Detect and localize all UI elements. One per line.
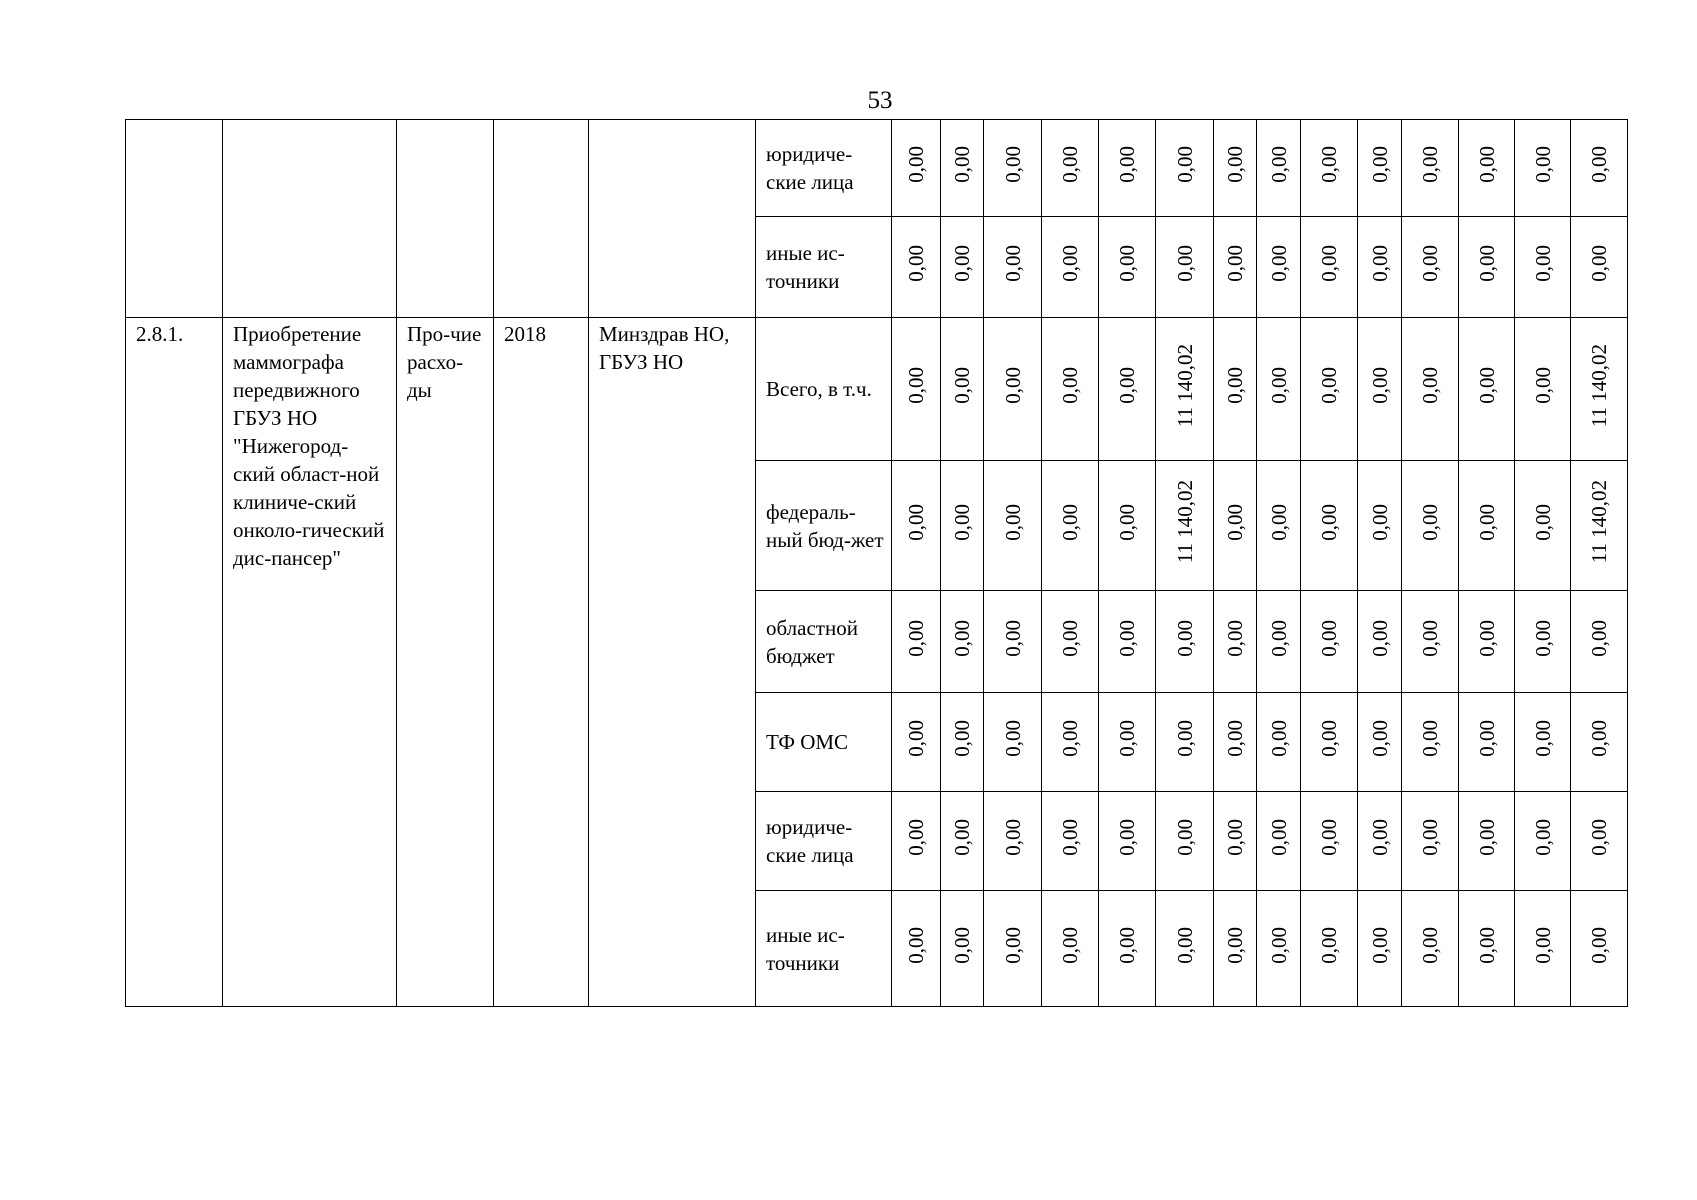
amount-cell — [1214, 891, 1257, 1007]
item-row — [126, 318, 1628, 461]
amount-cell — [1571, 591, 1628, 693]
amount-cell — [1515, 891, 1571, 1007]
funding-source-cell: иные ис-точники — [756, 217, 892, 318]
amount-cell — [1214, 461, 1257, 591]
amount-cell — [984, 891, 1042, 1007]
amount-cell — [1358, 891, 1402, 1007]
amount-cell — [1571, 891, 1628, 1007]
amount-value: 0,00 — [1418, 720, 1442, 757]
amount-value: 0,00 — [1266, 819, 1291, 856]
amount-cell — [1156, 318, 1214, 461]
amount-value: 0,00 — [1058, 367, 1082, 404]
amount-cell — [1402, 792, 1459, 891]
amount-value: 0,00 — [1266, 503, 1291, 541]
amount-cell — [1515, 693, 1571, 792]
amount-value: 0,00 — [1266, 146, 1291, 183]
amount-cell — [941, 217, 984, 318]
amount-cell — [941, 461, 984, 591]
amount-value: 0,00 — [1172, 819, 1197, 856]
amount-cell — [1402, 217, 1459, 318]
amount-cell — [1402, 461, 1459, 591]
amount-value: 0,00 — [1587, 720, 1611, 757]
amount-cell — [1402, 693, 1459, 792]
amount-cell — [1099, 891, 1156, 1007]
amount-cell — [892, 120, 941, 217]
amount-cell — [1571, 120, 1628, 217]
amount-cell — [1301, 891, 1358, 1007]
amount-cell — [1156, 891, 1214, 1007]
amount-cell — [1301, 591, 1358, 693]
amount-value: 0,00 — [1317, 146, 1341, 183]
amount-cell — [1214, 318, 1257, 461]
amount-cell — [1156, 693, 1214, 792]
number-cell-empty — [126, 120, 223, 318]
amount-value: 0,00 — [1266, 367, 1291, 404]
amount-cell — [1515, 217, 1571, 318]
amount-cell — [984, 792, 1042, 891]
amount-cell — [1301, 693, 1358, 792]
amount-cell — [984, 120, 1042, 217]
amount-value: 0,00 — [950, 503, 974, 541]
amount-cell — [1358, 217, 1402, 318]
amount-cell — [1099, 461, 1156, 591]
amount-value: 0,00 — [1418, 503, 1442, 541]
amount-cell — [1515, 792, 1571, 891]
funding-source-cell: иные ис-точники — [756, 891, 892, 1007]
amount-cell — [941, 120, 984, 217]
amount-value: 0,00 — [1000, 720, 1025, 757]
amount-cell — [1358, 792, 1402, 891]
amount-value: 0,00 — [1474, 245, 1499, 282]
amount-cell — [1214, 217, 1257, 318]
amount-value: 11 140,02 — [1172, 343, 1197, 428]
amount-value: 0,00 — [1530, 720, 1555, 757]
amount-cell — [1358, 120, 1402, 217]
amount-value: 0,00 — [1058, 146, 1082, 183]
amount-value: 0,00 — [1367, 619, 1392, 657]
amount-cell — [1571, 318, 1628, 461]
amount-value: 0,00 — [950, 819, 974, 856]
amount-cell — [1459, 591, 1515, 693]
amount-cell — [1214, 693, 1257, 792]
expense-type-cell-empty — [397, 120, 494, 318]
amount-value: 0,00 — [1530, 619, 1555, 657]
amount-cell — [1358, 318, 1402, 461]
amount-value: 0,00 — [1418, 367, 1442, 404]
amount-value: 0,00 — [1223, 146, 1247, 183]
table-body — [126, 120, 1628, 1007]
amount-cell — [1042, 891, 1099, 1007]
amount-cell — [1257, 120, 1301, 217]
amount-cell — [1402, 891, 1459, 1007]
amount-value: 0,00 — [1058, 819, 1082, 856]
year-cell-empty — [494, 120, 589, 318]
amount-value: 0,00 — [1530, 146, 1555, 183]
amount-cell — [1156, 120, 1214, 217]
amount-value: 0,00 — [1172, 245, 1197, 282]
amount-value: 0,00 — [1000, 619, 1025, 657]
expense-type-cell: Про-чие расхо-ды — [397, 318, 494, 1007]
amount-cell — [1459, 217, 1515, 318]
amount-cell — [1099, 318, 1156, 461]
amount-value: 0,00 — [904, 146, 928, 183]
amount-value: 0,00 — [1115, 619, 1139, 657]
amount-value: 0,00 — [1000, 503, 1025, 541]
amount-cell — [1301, 318, 1358, 461]
amount-cell — [1571, 693, 1628, 792]
amount-value: 0,00 — [904, 367, 928, 404]
amount-value: 0,00 — [1367, 819, 1392, 856]
amount-cell — [1515, 461, 1571, 591]
funding-source-cell: юридиче-ские лица — [756, 792, 892, 891]
amount-value: 0,00 — [1266, 245, 1291, 282]
amount-cell — [1358, 591, 1402, 693]
budget-table — [125, 119, 1628, 1007]
amount-cell — [1459, 120, 1515, 217]
amount-cell — [941, 591, 984, 693]
amount-value: 0,00 — [1223, 720, 1247, 757]
amount-cell — [1402, 318, 1459, 461]
amount-value: 0,00 — [904, 245, 928, 282]
amount-cell — [892, 591, 941, 693]
amount-cell — [941, 792, 984, 891]
amount-value: 0,00 — [1418, 619, 1442, 657]
amount-cell — [1301, 792, 1358, 891]
amount-cell — [892, 891, 941, 1007]
amount-value: 0,00 — [1058, 619, 1082, 657]
amount-value: 0,00 — [904, 926, 928, 964]
amount-cell — [1042, 120, 1099, 217]
amount-cell — [1156, 591, 1214, 693]
amount-value: 0,00 — [1115, 819, 1139, 856]
amount-cell — [984, 693, 1042, 792]
amount-value: 0,00 — [950, 146, 974, 183]
amount-value: 11 140,02 — [1587, 480, 1611, 564]
amount-value: 0,00 — [950, 245, 974, 282]
amount-value: 0,00 — [1223, 503, 1247, 541]
amount-cell — [1156, 461, 1214, 591]
amount-value: 0,00 — [1530, 819, 1555, 856]
amount-value: 0,00 — [1367, 926, 1392, 964]
amount-value: 0,00 — [1115, 245, 1139, 282]
amount-value: 0,00 — [1058, 503, 1082, 541]
amount-cell — [1402, 120, 1459, 217]
amount-cell — [1156, 792, 1214, 891]
amount-cell — [1099, 217, 1156, 318]
amount-cell — [1571, 461, 1628, 591]
funding-source-cell: ТФ ОМС — [756, 693, 892, 792]
amount-cell — [1156, 217, 1214, 318]
amount-cell — [1402, 591, 1459, 693]
amount-value: 0,00 — [1266, 926, 1291, 964]
amount-value: 0,00 — [1587, 146, 1611, 183]
amount-cell — [984, 591, 1042, 693]
amount-cell — [1042, 318, 1099, 461]
amount-cell — [1459, 461, 1515, 591]
amount-value: 0,00 — [1474, 503, 1499, 541]
amount-cell — [1301, 461, 1358, 591]
amount-value: 0,00 — [904, 819, 928, 856]
amount-cell — [1099, 591, 1156, 693]
amount-cell — [1515, 318, 1571, 461]
amount-value: 0,00 — [1367, 245, 1392, 282]
amount-cell — [1042, 792, 1099, 891]
amount-value: 0,00 — [1266, 619, 1291, 657]
amount-value: 0,00 — [1530, 245, 1555, 282]
funding-source-cell: юридиче-ские лица — [756, 120, 892, 217]
amount-value: 0,00 — [904, 503, 928, 541]
amount-cell — [1257, 792, 1301, 891]
amount-value: 0,00 — [950, 926, 974, 964]
name-cell-empty — [223, 120, 397, 318]
amount-cell — [1042, 461, 1099, 591]
amount-value: 0,00 — [1474, 619, 1499, 657]
amount-value: 0,00 — [1587, 619, 1611, 657]
funding-source-cell: Всего, в т.ч. — [756, 318, 892, 461]
amount-value: 0,00 — [1530, 926, 1555, 964]
amount-cell — [941, 318, 984, 461]
continued-row — [126, 120, 1628, 217]
amount-cell — [1099, 120, 1156, 217]
amount-value: 0,00 — [1474, 926, 1499, 964]
amount-cell — [1257, 693, 1301, 792]
amount-value: 0,00 — [950, 720, 974, 757]
amount-cell — [1257, 591, 1301, 693]
amount-value: 0,00 — [1058, 926, 1082, 964]
amount-cell — [984, 217, 1042, 318]
amount-value: 0,00 — [1115, 926, 1139, 964]
executor-cell: Минздрав НО, ГБУЗ НО — [589, 318, 756, 1007]
amount-value: 0,00 — [1000, 926, 1025, 964]
amount-value: 0,00 — [1000, 146, 1025, 183]
amount-value: 0,00 — [1317, 245, 1341, 282]
amount-value: 0,00 — [1172, 619, 1197, 657]
amount-value: 0,00 — [1172, 146, 1197, 183]
amount-cell — [1301, 217, 1358, 318]
amount-value: 0,00 — [1115, 720, 1139, 757]
funding-source-cell: областной бюджет — [756, 591, 892, 693]
amount-value: 0,00 — [1115, 367, 1139, 404]
amount-cell — [892, 461, 941, 591]
amount-value: 0,00 — [1172, 926, 1197, 964]
amount-cell — [1358, 461, 1402, 591]
amount-cell — [1459, 792, 1515, 891]
year-cell: 2018 — [494, 318, 589, 1007]
amount-value: 0,00 — [1418, 146, 1442, 183]
amount-value: 0,00 — [1000, 819, 1025, 856]
item-number-cell: 2.8.1. — [126, 318, 223, 1007]
amount-cell — [892, 217, 941, 318]
amount-cell — [1515, 120, 1571, 217]
amount-cell — [1099, 693, 1156, 792]
amount-value: 0,00 — [950, 619, 974, 657]
amount-cell — [1571, 217, 1628, 318]
amount-value: 0,00 — [1587, 819, 1611, 856]
amount-value: 0,00 — [1474, 819, 1499, 856]
amount-value: 0,00 — [1418, 819, 1442, 856]
amount-cell — [1257, 217, 1301, 318]
amount-value: 0,00 — [1530, 367, 1555, 404]
amount-value: 0,00 — [1317, 926, 1341, 964]
amount-value: 0,00 — [1474, 367, 1499, 404]
amount-value: 0,00 — [1266, 720, 1291, 757]
amount-value: 0,00 — [1317, 367, 1341, 404]
amount-value: 0,00 — [1367, 146, 1392, 183]
amount-value: 0,00 — [1474, 720, 1499, 757]
funding-source-cell: федераль-ный бюд-жет — [756, 461, 892, 591]
amount-value: 0,00 — [1223, 245, 1247, 282]
amount-value: 0,00 — [1115, 146, 1139, 183]
amount-cell — [1459, 891, 1515, 1007]
amount-cell — [1214, 591, 1257, 693]
amount-value: 0,00 — [1418, 245, 1442, 282]
amount-value: 0,00 — [1587, 245, 1611, 282]
amount-cell — [1042, 217, 1099, 318]
amount-value: 0,00 — [1000, 245, 1025, 282]
executor-cell-empty — [589, 120, 756, 318]
amount-cell — [1301, 120, 1358, 217]
amount-value: 0,00 — [1223, 819, 1247, 856]
amount-value: 0,00 — [1115, 503, 1139, 541]
amount-value: 0,00 — [1058, 720, 1082, 757]
amount-cell — [1257, 318, 1301, 461]
amount-cell — [1042, 591, 1099, 693]
amount-cell — [984, 461, 1042, 591]
item-name-cell: Приобретение маммографа передвижного ГБУЗ НО "Нижегород-ский област-ной клиниче-ский онколо-гический дис-пансер" — [223, 318, 397, 1007]
amount-value: 0,00 — [904, 619, 928, 657]
amount-cell — [1042, 693, 1099, 792]
amount-value: 0,00 — [1317, 503, 1341, 541]
amount-value: 0,00 — [1367, 720, 1392, 757]
amount-cell — [1571, 792, 1628, 891]
amount-cell — [1459, 318, 1515, 461]
amount-value: 0,00 — [1223, 619, 1247, 657]
amount-value: 0,00 — [1530, 503, 1555, 541]
amount-cell — [941, 693, 984, 792]
amount-cell — [892, 693, 941, 792]
amount-cell — [984, 318, 1042, 461]
amount-value: 0,00 — [1000, 367, 1025, 404]
amount-value: 0,00 — [1474, 146, 1499, 183]
amount-value: 0,00 — [1317, 619, 1341, 657]
amount-cell — [1257, 891, 1301, 1007]
amount-value: 0,00 — [1317, 819, 1341, 856]
amount-cell — [1358, 693, 1402, 792]
amount-value: 0,00 — [1058, 245, 1082, 282]
amount-cell — [1214, 120, 1257, 217]
amount-cell — [1214, 792, 1257, 891]
amount-value: 0,00 — [950, 367, 974, 404]
amount-cell — [892, 318, 941, 461]
amount-value: 0,00 — [1418, 926, 1442, 964]
amount-cell — [941, 891, 984, 1007]
page-number: 53 — [867, 87, 893, 114]
amount-value: 0,00 — [1587, 926, 1611, 964]
amount-cell — [1257, 461, 1301, 591]
amount-value: 0,00 — [904, 720, 928, 757]
amount-cell — [1515, 591, 1571, 693]
amount-value: 0,00 — [1367, 503, 1392, 541]
amount-value: 0,00 — [1317, 720, 1341, 757]
amount-value: 11 140,02 — [1172, 480, 1197, 564]
amount-cell — [1459, 693, 1515, 792]
amount-value: 0,00 — [1367, 367, 1392, 404]
amount-value: 11 140,02 — [1587, 343, 1611, 428]
amount-value: 0,00 — [1172, 720, 1197, 757]
amount-value: 0,00 — [1223, 926, 1247, 964]
amount-cell — [892, 792, 941, 891]
amount-value: 0,00 — [1223, 367, 1247, 404]
amount-cell — [1099, 792, 1156, 891]
